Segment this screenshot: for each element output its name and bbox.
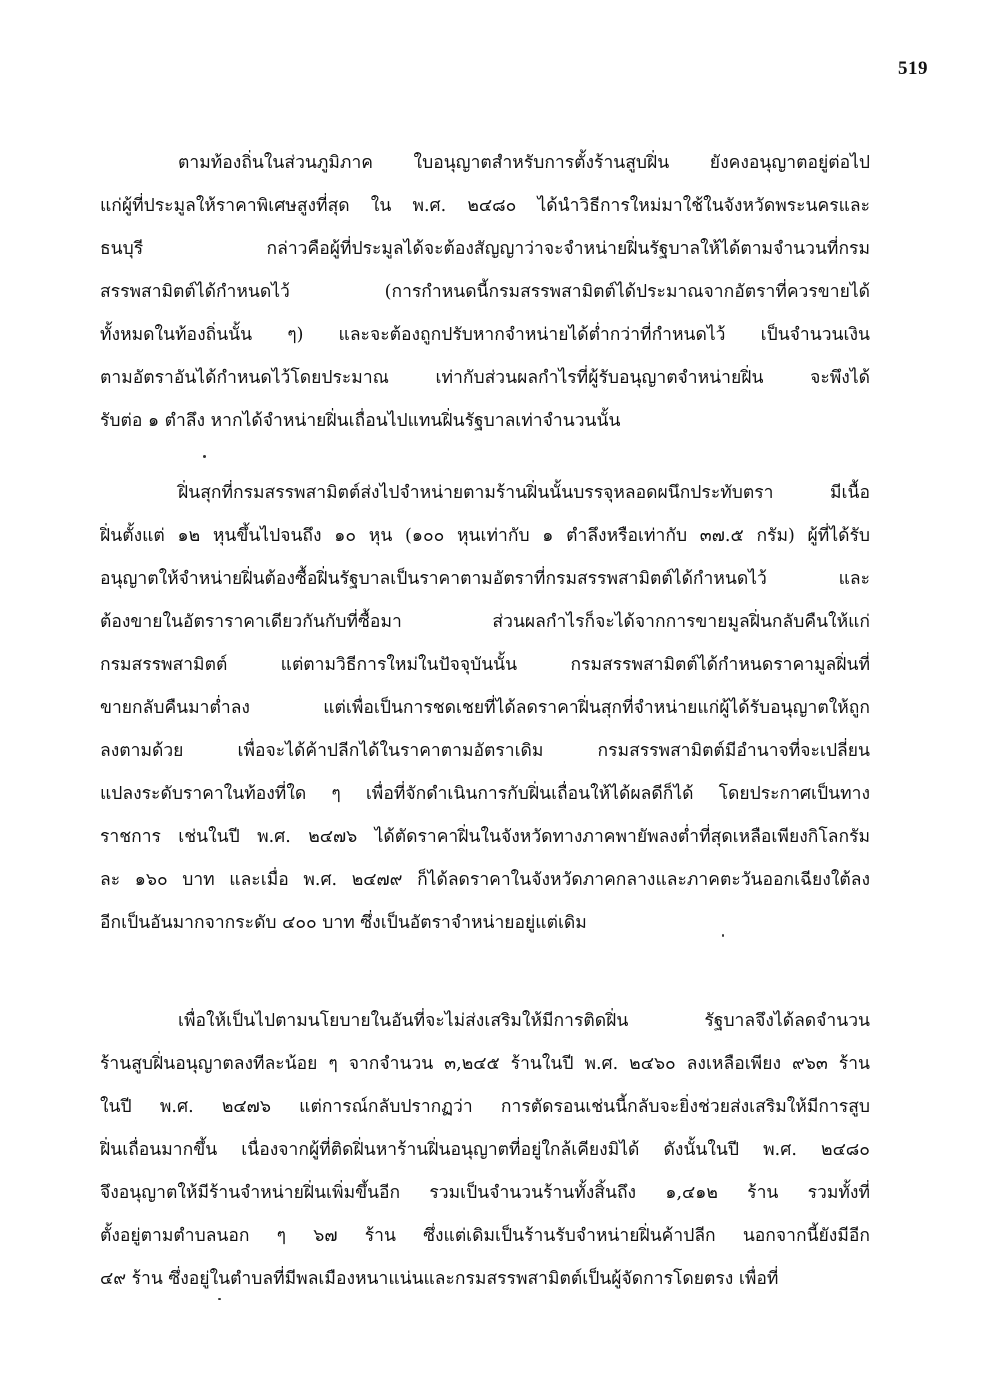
paragraph-shop-reduction: [100, 1000, 870, 1301]
text-line: ต้องขายในอัตราราคาเดียวกันกับที่ซื้อมา ส่วนผลกำไรก็จะได้จากการขายมูลฝิ่นกลับคืนให้แก่: [100, 612, 870, 632]
scan-speck: [722, 934, 724, 937]
text-line: แก่ผู้ที่ประมูลให้ราคาพิเศษสูงที่สุด ใน พ.ศ. ๒๔๘๐ ได้นำวิธีการใหม่มาใช้ในจังหวัดพระนครและ: [100, 196, 870, 216]
text-line: ในปี พ.ศ. ๒๔๗๖ แต่การณ์กลับปรากฏว่า การตัดรอนเช่นนี้กลับจะยิ่งช่วยส่งเสริมให้มีการสูบ: [100, 1097, 870, 1117]
text-line: รับต่อ ๑ ตำลึง หากได้จำหน่ายฝิ่นเถื่อนไปแทนฝิ่นรัฐบาลเท่าจำนวนนั้น: [100, 411, 621, 431]
text-line: ฝิ่นสุกที่กรมสรรพสามิตต์ส่งไปจำหน่ายตามร้านฝิ่นนั้นบรรจุหลอดผนึกประทับตรา มีเนื้อ: [178, 483, 870, 503]
text-line: ๔๙ ร้าน ซึ่งอยู่ในตำบลที่มีพลเมืองหนาแน่นและกรมสรรพสามิตต์เป็นผู้จัดการโดยตรง เพื่อที่: [100, 1269, 779, 1289]
text-line: สรรพสามิตต์ได้กำหนดไว้ (การกำหนดนี้กรมสรรพสามิตต์ได้ประมาณจากอัตราที่ควรขายได้: [100, 282, 870, 302]
paragraph-retail-licensing: [100, 142, 870, 443]
text-line: ลงตามด้วย เพื่อจะได้ค้าปลีกได้ในราคาตามอัตราเดิม กรมสรรพสามิตต์มีอำนาจที่จะเปลี่ยน: [100, 741, 870, 761]
text-line: ทั้งหมดในท้องถิ่นนั้น ๆ) และจะต้องถูกปรับหากจำหน่ายได้ต่ำกว่าที่กำหนดไว้ เป็นจำนวนเงิน: [100, 325, 870, 345]
text-line: ตามอัตราอันได้กำหนดไว้โดยประมาณ เท่ากับส่วนผลกำไรที่ผู้รับอนุญาตจำหน่ายฝิ่น จะพึงได้: [100, 368, 870, 388]
scan-speck: [218, 1298, 221, 1300]
text-line: ละ ๑๖๐ บาท และเมื่อ พ.ศ. ๒๔๗๙ ก็ได้ลดราคาในจังหวัดภาคกลางและภาคตะวันออกเฉียงใต้ลง: [100, 870, 870, 890]
text-line: ราชการ เช่นในปี พ.ศ. ๒๔๗๖ ได้ตัดราคาฝิ่นในจังหวัดทางภาคพายัพลงต่ำที่สุดเหลือเพียงกิโลกรัม: [100, 827, 870, 847]
text-line: ตั้งอยู่ตามตำบลนอก ๆ ๖๗ ร้าน ซึ่งแต่เดิมเป็นร้านรับจำหน่ายฝิ่นค้าปลีก นอกจากนี้ยังมีอีก: [100, 1226, 870, 1246]
text-line: อีกเป็นอันมากจากระดับ ๔๐๐ บาท ซึ่งเป็นอัตราจำหน่ายอยู่แต่เดิม: [100, 913, 587, 933]
text-line: ฝิ่นตั้งแต่ ๑๒ หุนขึ้นไปจนถึง ๑๐ หุน (๑๐๐ หุนเท่ากับ ๑ ตำลึงหรือเท่ากับ ๓๗.๕ กรัม) ผู้ที่ได้รับ: [100, 526, 870, 546]
text-line: กรมสรรพสามิตต์ แต่ตามวิธีการใหม่ในปัจจุบันนั้น กรมสรรพสามิตต์ได้กำหนดราคามูลฝิ่นที่: [100, 655, 870, 675]
text-line: จึงอนุญาตให้มีร้านจำหน่ายฝิ่นเพิ่มขึ้นอีก รวมเป็นจำนวนร้านทั้งสิ้นถึง ๑,๔๑๒ ร้าน รวมทั้งที่: [100, 1183, 870, 1203]
text-line: อนุญาตให้จำหน่ายฝิ่นต้องซื้อฝิ่นรัฐบาลเป็นราคาตามอัตราที่กรมสรรพสามิตต์ได้กำหนดไว้ และ: [100, 569, 870, 589]
text-line: ธนบุรี กล่าวคือผู้ที่ประมูลได้จะต้องสัญญาว่าจะจำหน่ายฝิ่นรัฐบาลให้ได้ตามจำนวนที่กรม: [100, 239, 870, 259]
text-line: แปลงระดับราคาในท้องที่ใด ๆ เพื่อที่จักดำเนินการกับฝิ่นเถื่อนให้ได้ผลดีก็ได้ โดยประกาศเป็นทาง: [100, 784, 870, 804]
scan-speck: [203, 455, 206, 458]
text-line: เพื่อให้เป็นไปตามนโยบายในอันที่จะไม่ส่งเสริมให้มีการติดฝิ่น รัฐบาลจึงได้ลดจำนวน: [178, 1011, 870, 1031]
paragraph-opium-pricing: [100, 472, 870, 945]
text-line: ตามท้องถิ่นในส่วนภูมิภาค ใบอนุญาตสำหรับการตั้งร้านสูบฝิ่น ยังคงอนุญาตอยู่ต่อไป: [178, 153, 870, 173]
page-number: 519: [898, 58, 928, 79]
text-line: ฝิ่นเถื่อนมากขึ้น เนื่องจากผู้ที่ติดฝิ่นหาร้านฝิ่นอนุญาตที่อยู่ใกล้เคียงมิได้ ดังนั้นในปี พ.ศ. ๒๔๘๐: [100, 1140, 870, 1160]
text-line: ร้านสูบฝิ่นอนุญาตลงทีละน้อย ๆ จากจำนวน ๓,๒๔๕ ร้านในปี พ.ศ. ๒๔๖๐ ลงเหลือเพียง ๙๖๓ ร้าน: [100, 1054, 870, 1074]
text-line: ขายกลับคืนมาต่ำลง แต่เพื่อเป็นการชดเชยที่ได้ลดราคาฝิ่นสุกที่จำหน่ายแก่ผู้ได้รับอนุญาตให้ถูก: [100, 698, 870, 718]
